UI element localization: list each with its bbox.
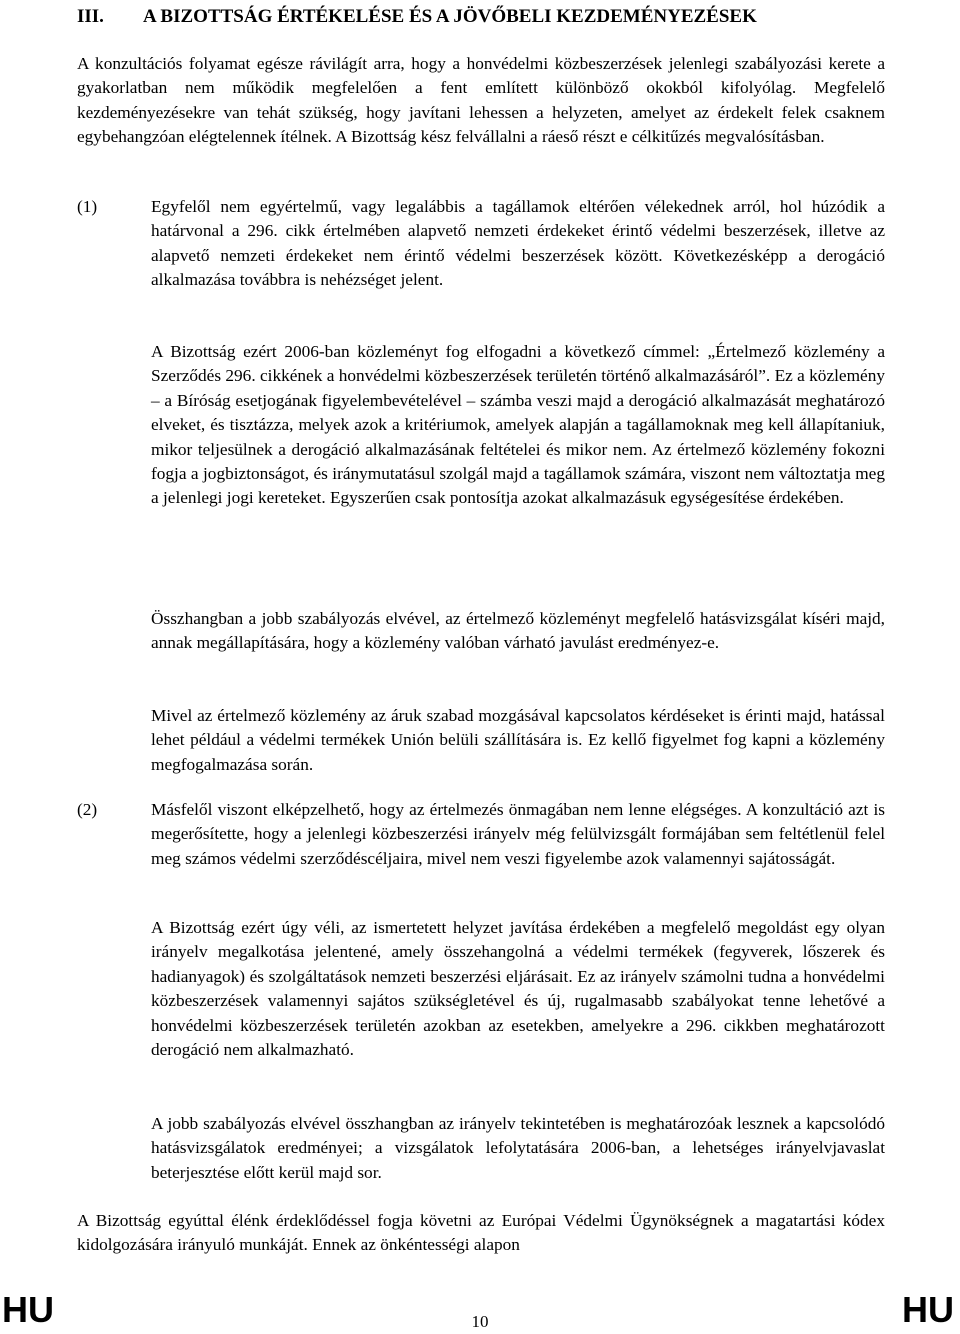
page-number: 10	[471, 1312, 489, 1331]
intro-paragraph: A konzultációs folyamat egésze rávilágít arra, hogy a honvédelmi közbeszerzések jelenlegi szabályozási kerete a gyakorlatban nem működik megfelelően a fent említett különböző okokból kifolyólag. Megfelelő kezdeményezésekre van tehát szükség, hogy javítani lehessen a helyzeten, amelyet az érdekelt felek csaknem egybehangzóan elégtelennek ítélnek. A Bizottság kész felvállalni a ráeső részt e célkitűzés megvalósításban.	[77, 54, 885, 147]
item-1-paragraph-3: Összhangban a jobb szabályozás elvével, az értelmező közleményt megfelelő hatásvizsgálat kíséri majd, annak megállapítására, hogy a közlemény valóban várható javulást eredményez-e.	[151, 609, 885, 653]
item-1-paragraph-4: Mivel az értelmező közlemény az áruk szabad mozgásával kapcsolatos kérdéseket is érinti majd, hatással lehet például a védelmi termékek Unión belüli szállítására is. Ez kellő figyelmet fog kapni a közlemény megfogalmazása során.	[151, 706, 885, 774]
item-1-paragraph-1: Egyfelől nem egyértelmű, vagy legalábbis a tagállamok eltérően vélekednek arról, hol húzódik a határvonal a 296. cikk értelmében alapvető nemzeti érdekeket érintő védelmi beszerzések, illetve az alapvető nemzeti érdekeket nem érintő védelmi beszerzések között. Következésképp a derogáció alkalmazása továbbra is nehézséget jelent.	[151, 197, 885, 290]
item-2-paragraph-1: Másfelől viszont elképzelhető, hogy az értelmezés önmagában nem lenne elégséges. A konzultáció azt is megerősítette, hogy a jelenlegi közbeszerzési irányelv még felülvizsgált formájában sem feltétlenül felel meg számos védelmi szerződéscéljaira, mivel nem veszi figyelembe azok valamennyi sajátosságát.	[151, 800, 885, 868]
item-2-paragraph-3: A jobb szabályozás elvével összhangban az irányelv tekintetében is meghatározóak lesznek a kapcsolódó hatásvizsgálatok eredményei; a vizsgálatok lefolytatására 2006-ban, a lehetséges irányelvjavaslat beterjesztése előtt kerül majd sor.	[151, 1114, 885, 1182]
closing-paragraph: A Bizottság egyúttal élénk érdeklődéssel fogja követni az Európai Védelmi Ügynökségnek a magatartási kódex kidolgozására irányuló munkáját. Ennek az önkéntességi alapon	[77, 1211, 885, 1255]
item-2-marker: (2)	[77, 800, 98, 819]
section-title: A BIZOTTSÁG ÉRTÉKELÉSE ÉS A JÖVŐBELI KEZDEMÉNYEZÉSEK	[143, 6, 757, 27]
footer-language-right: HU	[902, 1289, 954, 1330]
footer-language-left: HU	[2, 1289, 54, 1330]
section-number: III.	[77, 6, 104, 27]
item-2-paragraph-2: A Bizottság ezért úgy véli, az ismertetett helyzet javítása érdekében a megfelelő megoldást egy olyan irányelv megalkotása jelentené, amely összehangolná a védelmi termékek (fegyverek, lőszerek és hadianyagok) és szolgáltatások nemzeti beszerzési eljárásait. Ez az irányelv számolni tudna a honvédelmi közbeszerzések valamennyi sajátos szükségletével és új, rugalmasabb szabályokat tenne lehetővé a honvédelmi közbeszerzések területén azokban az esetekben, amelyekre a 296. cikkben meghatározott derogáció nem alkalmazható.	[151, 918, 885, 1060]
item-1-marker: (1)	[77, 197, 98, 216]
item-1-paragraph-2: A Bizottság ezért 2006-ban közleményt fog elfogadni a következő címmel: „Értelmező közlemény a Szerződés 296. cikkének a honvédelmi közbeszerzések területén történő alkalmazásáról”. Ez a közlemény – a Bíróság esetjogának figyelembevételével – számba veszi majd a derogáció alkalmazását meghatározó elveket, és tisztázza, melyek azok a kritériumok, amelyek alapján a tagállamoknak meg kell állapítaniuk, mikor teljesülnek a derogáció alkalmazásának feltételei és mikor nem. Az értelmező közlemény fokozni fogja a jogbiztonságot, és iránymutatásul szolgál majd a tagállamok számára, viszont nem változtatja meg a jelenlegi jogi kereteket. Egyszerűen csak pontosítja azokat alkalmazásuk egységesítése érdekében.	[151, 342, 885, 508]
